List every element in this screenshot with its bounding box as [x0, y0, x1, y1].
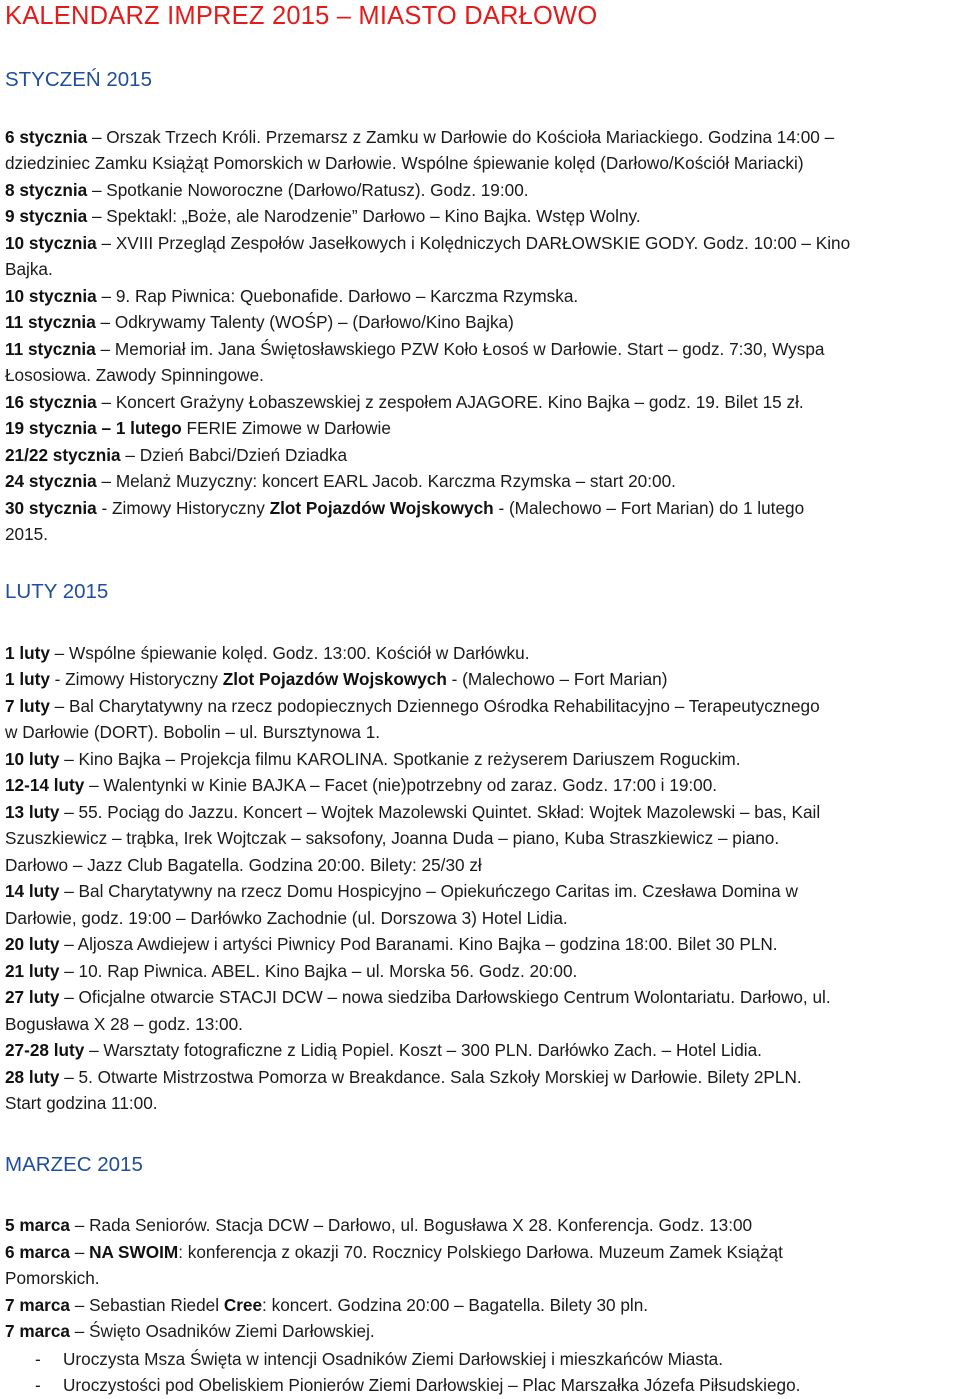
event-line [5, 442, 950, 469]
event-line [5, 230, 950, 257]
event-date: 10 stycznia [5, 286, 97, 306]
event-text: – Oficjalne otwarcie STACJI DCW – nowa siedziba Darłowskiego Centrum Wolontariatu. Darłowo, ul. [59, 987, 831, 1007]
event-text: – Warsztaty fotograficzne z Lidią Popiel. Koszt – 300 PLN. Darłówko Zach. – Hotel Lidia. [84, 1040, 762, 1060]
event-date: 30 stycznia [5, 498, 97, 518]
event-line [5, 336, 950, 363]
event-line [5, 124, 950, 151]
event-date: 27-28 luty [5, 1040, 85, 1060]
event-date: 1 luty [5, 669, 50, 689]
event-date: 7 marca [5, 1295, 70, 1315]
event-date: 19 stycznia – 1 lutego [5, 418, 182, 438]
event-line [5, 666, 950, 693]
event-text: – Koncert Grażyny Łobaszewskiej z zespołem AJAGORE. Kino Bajka – godz. 19. Bilet 15 zł. [96, 392, 804, 412]
event-line [5, 1037, 950, 1064]
event-date: 6 marca [5, 1242, 70, 1262]
event-highlight: Zlot Pojazdów Wojskowych [269, 498, 494, 518]
event-line [5, 1239, 950, 1266]
event-text: – Melanż Muzyczny: koncert EARL Jacob. Karczma Rzymska – start 20:00. [96, 471, 676, 491]
event-text: – Walentynki w Kinie BAJKA – Facet (nie)potrzebny od zaraz. Godz. 17:00 i 19:00. [84, 775, 718, 795]
event-line [5, 495, 950, 522]
event-text: – Rada Seniorów. Stacja DCW – Darłowo, ul. Bogusława X 28. Konferencja. Godz. 13:00 [69, 1215, 753, 1235]
event-continuation: Bajka. [5, 259, 53, 279]
event-highlight: Cree [223, 1295, 263, 1315]
event-text: – Kino Bajka – Projekcja filmu KAROLINA. Spotkanie z reżyserem Dariuszem Roguckim. [59, 749, 741, 769]
event-line [5, 1212, 950, 1239]
event-text: - (Malechowo – Fort Marian) do 1 lutego [493, 498, 805, 518]
event-text: – 5. Otwarte Mistrzostwa Pomorza w Breakdance. Sala Szkoły Morskiej w Darłowie. Bilety 2PLN. [59, 1067, 802, 1087]
event-continuation: Start godzina 11:00. [5, 1093, 158, 1113]
bullet-dash: - [35, 1349, 41, 1369]
event-date: 8 stycznia [5, 180, 88, 200]
event-text: – Orszak Trzech Króli. Przemarsz z Zamku w Darłowie do Kościoła Mariackiego. Godzina 14:00 – [87, 127, 835, 147]
bullet-text: Uroczysta Msza Święta w intencji Osadników Ziemi Darłowskiej i mieszkańców Miasta. [63, 1349, 723, 1369]
event-date: 24 stycznia [5, 471, 97, 491]
event-text: : konferencja z okazji 70. Rocznicy Polskiego Darłowa. Muzeum Zamek Książąt [178, 1242, 783, 1262]
event-text: – Aljosza Awdiejew i artyści Piwnicy Pod Baranami. Kino Bajka – godzina 18:00. Bilet 30 PLN. [59, 934, 778, 954]
event-date: 28 luty [5, 1067, 60, 1087]
event-highlight: NA SWOIM [89, 1242, 179, 1262]
event-text: - (Malechowo – Fort Marian) [446, 669, 668, 689]
event-date: 21/22 stycznia [5, 445, 121, 465]
month-heading-march: MARZEC 2015 [5, 1153, 143, 1176]
event-date: 21 luty [5, 961, 60, 981]
event-continuation: Bogusława X 28 – godz. 13:00. [5, 1014, 243, 1034]
event-line [5, 746, 950, 773]
event-continuation: Łososiowa. Zawody Spinningowe. [5, 365, 264, 385]
event-text: – [69, 1242, 90, 1262]
event-date: 27 luty [5, 987, 60, 1007]
event-line [5, 389, 950, 416]
event-line [5, 693, 950, 720]
event-text: – Odkrywamy Talenty (WOŚP) – (Darłowo/Kino Bajka) [95, 312, 514, 332]
event-date: 7 marca [5, 1321, 70, 1341]
event-line [5, 984, 950, 1011]
event-date: 10 luty [5, 749, 60, 769]
event-line [5, 177, 950, 204]
event-text: – Sebastian Riedel [69, 1295, 224, 1315]
event-text: – Bal Charytatywny na rzecz Domu Hospicyjno – Opiekuńczego Caritas im. Czesława Domina w [59, 881, 798, 901]
page-title: KALENDARZ IMPREZ 2015 – MIASTO DARŁOWO [5, 2, 598, 30]
event-line [5, 203, 950, 230]
event-date: 16 stycznia [5, 392, 97, 412]
event-line [5, 468, 950, 495]
event-date: 14 luty [5, 881, 60, 901]
event-continuation: dziedziniec Zamku Książąt Pomorskich w Darłowie. Wspólne śpiewanie kolęd (Darłowo/Kościół Mariacki) [5, 153, 804, 173]
event-text: – Spektakl: „Boże, ale Narodzenie” Darłowo – Kino Bajka. Wstęp Wolny. [87, 206, 641, 226]
event-text: – XVIII Przegląd Zespołów Jasełkowych i Kolędniczych DARŁOWSKIE GODY. Godz. 10:00 – Kino [96, 233, 851, 253]
event-line [5, 1292, 950, 1319]
event-line [5, 283, 950, 310]
event-text: – Święto Osadników Ziemi Darłowskiej. [69, 1321, 375, 1341]
event-line [5, 878, 950, 905]
event-text: – Bal Charytatywny na rzecz podopiecznych Dziennego Ośrodka Rehabilitacyjno – Terapeutycznego [49, 696, 820, 716]
event-date: 10 stycznia [5, 233, 97, 253]
event-text: – 10. Rap Piwnica. ABEL. Kino Bajka – ul. Morska 56. Godz. 20:00. [59, 961, 578, 981]
event-line [5, 772, 950, 799]
event-line [5, 640, 950, 667]
bullet-item [5, 1346, 950, 1373]
event-line [5, 958, 950, 985]
event-text: – 9. Rap Piwnica: Quebonafide. Darłowo – Karczma Rzymska. [96, 286, 579, 306]
event-text: : koncert. Godzina 20:00 – Bagatella. Bilety 30 pln. [262, 1295, 649, 1315]
event-continuation: Pomorskich. [5, 1268, 100, 1288]
event-line [5, 415, 950, 442]
event-text: - Zimowy Historyczny [49, 669, 223, 689]
event-line [5, 1064, 950, 1091]
event-text: – Memoriał im. Jana Świętosławskiego PZW Koło Łosoś w Darłowie. Start – godz. 7:30, Wyspa [95, 339, 825, 359]
event-date: 5 marca [5, 1215, 70, 1235]
bullet-text: Uroczystości pod Obeliskiem Pionierów Ziemi Darłowskiej – Plac Marszałka Józefa Piłsudskiego. [63, 1375, 801, 1395]
event-text: - Zimowy Historyczny [96, 498, 270, 518]
event-text: – Wspólne śpiewanie kolęd. Godz. 13:00. Kościół w Darłówku. [49, 643, 530, 663]
event-date: 11 stycznia [5, 312, 96, 332]
event-line [5, 1318, 950, 1345]
event-continuation: 2015. [5, 524, 49, 544]
event-continuation: Szuszkiewicz – trąbka, Irek Wojtczak – saksofony, Joanna Duda – piano, Kuba Straszkiewicz – piano. [5, 828, 780, 848]
bullet-dash: - [35, 1375, 41, 1395]
event-date: 7 luty [5, 696, 50, 716]
event-highlight: Zlot Pojazdów Wojskowych [222, 669, 447, 689]
event-date: 6 stycznia [5, 127, 88, 147]
event-date: 1 luty [5, 643, 50, 663]
event-line [5, 931, 950, 958]
event-text: – Spotkanie Noworoczne (Darłowo/Ratusz). Godz. 19:00. [87, 180, 529, 200]
event-date: 12-14 luty [5, 775, 85, 795]
event-date: 13 luty [5, 802, 60, 822]
event-text: – 55. Pociąg do Jazzu. Koncert – Wojtek Mazolewski Quintet. Skład: Wojtek Mazolewski – bas, Kail [59, 802, 821, 822]
event-line [5, 309, 950, 336]
event-date: 9 stycznia [5, 206, 88, 226]
event-continuation: Darłowie, godz. 19:00 – Darłówko Zachodnie (ul. Dorszowa 3) Hotel Lidia. [5, 908, 568, 928]
event-date: 11 stycznia [5, 339, 96, 359]
month-heading-february: LUTY 2015 [5, 580, 109, 603]
event-continuation: Darłowo – Jazz Club Bagatella. Godzina 20:00. Bilety: 25/30 zł [5, 855, 482, 875]
bullet-item [5, 1372, 950, 1399]
event-line [5, 799, 950, 826]
month-heading-january: STYCZEŃ 2015 [5, 68, 152, 91]
event-date: 20 luty [5, 934, 60, 954]
event-text: – Dzień Babci/Dzień Dziadka [120, 445, 348, 465]
event-text: FERIE Zimowe w Darłowie [181, 418, 391, 438]
event-continuation: w Darłowie (DORT). Bobolin – ul. Bursztynowa 1. [5, 722, 381, 742]
